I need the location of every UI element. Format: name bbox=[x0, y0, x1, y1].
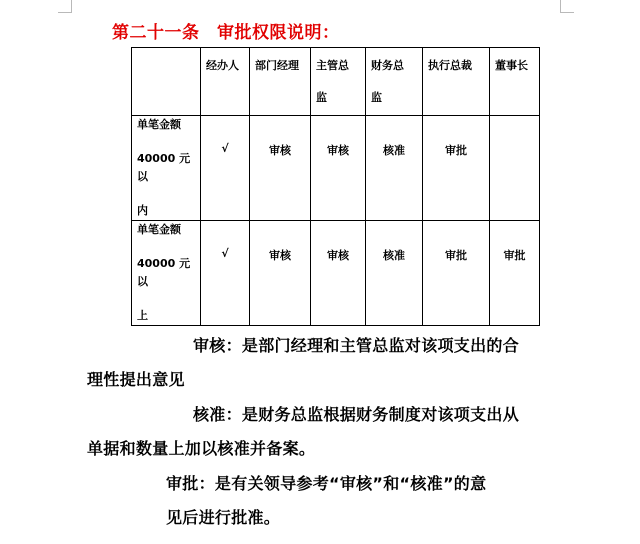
cell-finance-director: 核准 bbox=[366, 116, 423, 221]
cell-dept-manager: 审核 bbox=[250, 221, 311, 326]
paragraph-approve-line2: 单据和数量上加以核准并备案。 bbox=[87, 439, 316, 458]
cell-handler-check: √ bbox=[201, 221, 250, 326]
header-cell-empty bbox=[132, 48, 201, 116]
approval-authority-table bbox=[131, 47, 540, 326]
crop-mark-top-left-v bbox=[71, 0, 72, 12]
header-cell-ceo: 执行总裁 bbox=[423, 48, 490, 116]
cell-chairman bbox=[490, 116, 540, 221]
cell-supervising-director: 审核 bbox=[311, 221, 366, 326]
table-header-row bbox=[132, 48, 540, 116]
header-cell-handler: 经办人 bbox=[201, 48, 250, 116]
header-cell-chairman: 董事长 bbox=[490, 48, 540, 116]
crop-mark-top-right-h bbox=[560, 12, 574, 13]
cell-handler-check: √ bbox=[201, 116, 250, 221]
cell-supervising-director: 审核 bbox=[311, 116, 366, 221]
crop-mark-top-right-v bbox=[560, 0, 561, 12]
header-cell-dept-manager: 部门经理 bbox=[250, 48, 311, 116]
crop-mark-top-left-h bbox=[58, 12, 72, 13]
table-row bbox=[132, 221, 540, 326]
paragraph-approve-line1: 核准：是财务总监根据财务制度对该项支出从 bbox=[193, 405, 520, 424]
cell-dept-manager: 审核 bbox=[250, 116, 311, 221]
table-row bbox=[132, 116, 540, 221]
section-heading: 第二十一条 审批权限说明： bbox=[112, 23, 340, 43]
paragraph-authorize-line2: 见后进行批准。 bbox=[166, 508, 281, 527]
paragraph-review-line1: 审核：是部门经理和主管总监对该项支出的合 bbox=[193, 336, 520, 355]
cell-ceo: 审批 bbox=[423, 116, 490, 221]
cell-chairman: 审批 bbox=[490, 221, 540, 326]
row-label-within-40000: 单笔金额 40000 元以 内 bbox=[132, 116, 201, 221]
header-cell-supervising-director: 主管总 监 bbox=[311, 48, 366, 116]
header-cell-finance-director: 财务总 监 bbox=[366, 48, 423, 116]
cell-ceo: 审批 bbox=[423, 221, 490, 326]
paragraph-review-line2: 理性提出意见 bbox=[87, 370, 185, 389]
paragraph-authorize-line1: 审批：是有关领导参考“审核”和“核准”的意 bbox=[166, 474, 487, 493]
row-label-above-40000: 单笔金额 40000 元以 上 bbox=[132, 221, 201, 326]
cell-finance-director: 核准 bbox=[366, 221, 423, 326]
